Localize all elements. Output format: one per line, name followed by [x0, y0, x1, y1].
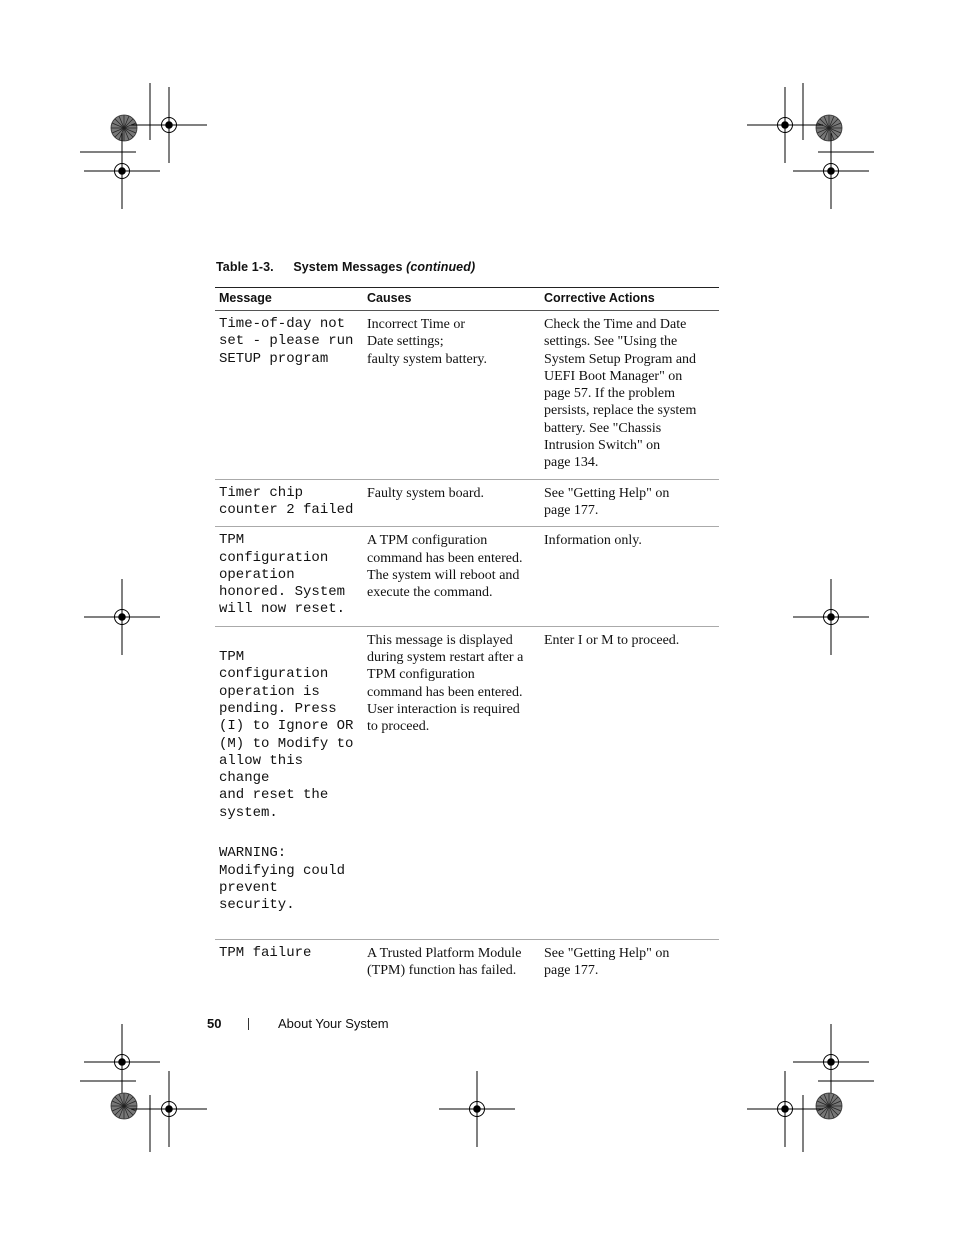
header-message: Message	[215, 288, 363, 311]
actions-cell: Enter I or M to proceed.	[540, 626, 719, 939]
message-text: Time-of-day not set - please run SETUP program	[219, 316, 354, 367]
actions-cell: Check the Time and Date settings. See "Using the System Setup Program and UEFI Boot Manager" on page 57. If the problem persists, replace the system battery. See "Chassis Intrusion Switch" on page 134.	[540, 311, 719, 480]
actions-cell: Information only.	[540, 527, 719, 626]
table-row	[215, 311, 719, 480]
message-cell	[215, 939, 363, 986]
message-cell	[215, 626, 363, 939]
message-text: TPM configuration operation is pending. Press (I) to Ignore OR (M) to Modify to allow this change and reset the system.	[219, 649, 354, 821]
message-text: TPM configuration operation honored. System will now reset.	[219, 532, 346, 618]
table-row	[215, 527, 719, 626]
causes-cell: This message is displayed during system restart after a TPM configuration command has been entered. User interaction is required to proceed.	[363, 626, 540, 939]
header-causes: Causes	[363, 288, 540, 311]
causes-cell: A Trusted Platform Module (TPM) function has failed.	[367, 945, 522, 979]
message-text: Timer chip counter 2 failed	[219, 484, 354, 518]
page-number: 50	[207, 1016, 222, 1031]
message-cell	[215, 527, 363, 626]
table-number: Table 1-3.	[216, 260, 274, 274]
actions-cell: See "Getting Help" on page 177.	[540, 479, 719, 527]
causes-cell: Faulty system board.	[363, 479, 540, 527]
table-title: System Messages	[293, 260, 403, 274]
actions-cell: See "Getting Help" on page 177.	[544, 945, 670, 979]
table-row	[215, 939, 719, 986]
header-corrective-actions: Corrective Actions	[540, 288, 719, 311]
causes-cell: A TPM configuration command has been entered. The system will reboot and execute the command.	[363, 527, 540, 626]
table-title-suffix: (continued)	[406, 260, 476, 274]
message-cell	[215, 479, 363, 527]
message-cell	[215, 311, 363, 480]
message-text: TPM failure	[219, 944, 312, 961]
system-messages-table	[215, 287, 719, 986]
table-row	[215, 626, 719, 939]
table-header-row	[215, 288, 719, 311]
footer-separator	[248, 1018, 249, 1030]
table-row	[215, 479, 719, 527]
message-warning-text: WARNING: Modifying could prevent security.	[219, 845, 346, 914]
causes-cell: Incorrect Time or Date settings; faulty system battery.	[363, 311, 540, 480]
table-caption	[216, 260, 475, 274]
footer-section-title: About Your System	[278, 1016, 389, 1031]
page-footer	[207, 1016, 389, 1031]
